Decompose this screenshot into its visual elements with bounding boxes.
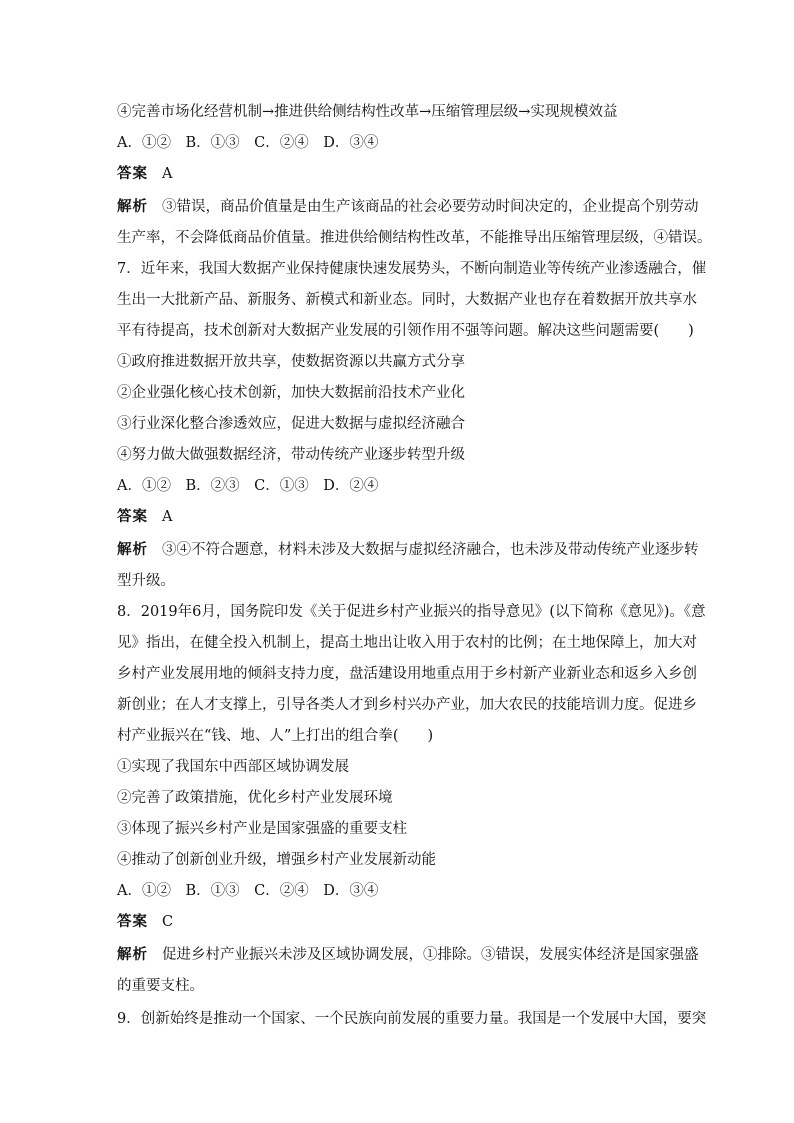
question-8-line: 见》指出，在健全投入机制上，提高土地出让收入用于农村的比例；在土地保障上，加大对	[117, 635, 697, 651]
option-line: ①政府推进数据开放共享，使数据资源以共赢方式分享	[117, 354, 465, 370]
question-8-line: 8．2019年6月，国务院印发《关于促进乡村产业振兴的指导意见》(以下简称《意见》)。《意	[117, 604, 706, 620]
analysis-label: 解析	[117, 198, 148, 215]
analysis-label: 解析	[117, 946, 148, 963]
answer-line	[117, 164, 682, 184]
answer-line	[117, 912, 682, 932]
choices-line: A．①② B．①③ C．②④ D．③④	[117, 135, 379, 151]
question-7-line: 平有待提高，技术创新对大数据产业发展的引领作用不强等问题。解决这些问题需要( )	[117, 323, 694, 339]
analysis-line: 生产率，不会降低商品价值量。推进供给侧结构性改革，不能推导出压缩管理层级，④错误。	[117, 230, 712, 246]
choices-line: A．①② B．②③ C．①③ D．②④	[117, 478, 379, 494]
analysis-line	[117, 197, 699, 217]
answer-value: A	[162, 166, 173, 182]
analysis-line	[117, 945, 699, 965]
analysis-text: ③④不符合题意，材料未涉及大数据与虚拟经济融合，也未涉及带动传统产业逐步转	[162, 542, 699, 558]
question-8-line: 乡村产业发展用地的倾斜支持力度，盘活建设用地重点用于乡村新产业新业态和返乡入乡创	[117, 666, 697, 682]
analysis-text: 促进乡村产业振兴未涉及区域协调发展，①排除。③错误，发展实体经济是国家强盛	[162, 947, 699, 963]
question-8-line: 新创业；在人才支撑上，引导各类人才到乡村兴办产业，加大农民的技能培训力度。促进乡	[117, 697, 697, 713]
question-9-line: 9．创新始终是推动一个国家、一个民族向前发展的重要力量。我国是一个发展中大国，要突	[117, 1011, 707, 1027]
option-4-line: ④完善市场化经营机制→推进供给侧结构性改革→压缩管理层级→实现规模效益	[117, 104, 618, 120]
option-line: ②企业强化核心技术创新，加快大数据前沿技术产业化	[117, 385, 465, 401]
question-7-line: 生出一大批新产品、新服务、新模式和新业态。同时，大数据产业也存在着数据开放共享水	[117, 292, 697, 308]
analysis-text: ③错误，商品价值量是由生产该商品的社会必要劳动时间决定的，企业提高个别劳动	[162, 199, 699, 215]
option-line: ③行业深化整合渗透效应，促进大数据与虚拟经济融合	[117, 416, 465, 432]
answer-label: 答案	[117, 508, 148, 525]
answer-line	[117, 507, 682, 527]
analysis-label: 解析	[117, 541, 148, 558]
analysis-line	[117, 540, 699, 560]
analysis-line: 的重要支柱。	[117, 978, 204, 994]
option-line: ①实现了我国东中西部区域协调发展	[117, 759, 349, 775]
answer-label: 答案	[117, 165, 148, 182]
question-8-line: 村产业振兴在“钱、地、人”上打出的组合拳( )	[117, 728, 434, 744]
question-7-line: 7．近年来，我国大数据产业保持健康快速发展势头，不断向制造业等传统产业渗透融合，催	[117, 261, 707, 277]
option-line: ②完善了政策措施，优化乡村产业发展环境	[117, 790, 393, 806]
answer-value: A	[162, 509, 173, 525]
choices-line: A．①② B．①③ C．②④ D．③④	[117, 883, 379, 899]
option-line: ④努力做大做强数据经济，带动传统产业逐步转型升级	[117, 447, 465, 463]
option-line: ③体现了振兴乡村产业是国家强盛的重要支柱	[117, 821, 407, 837]
answer-label: 答案	[117, 913, 148, 930]
answer-value: C	[162, 914, 174, 930]
analysis-line: 型升级。	[117, 573, 175, 589]
option-line: ④推动了创新创业升级，增强乡村产业发展新动能	[117, 852, 436, 868]
